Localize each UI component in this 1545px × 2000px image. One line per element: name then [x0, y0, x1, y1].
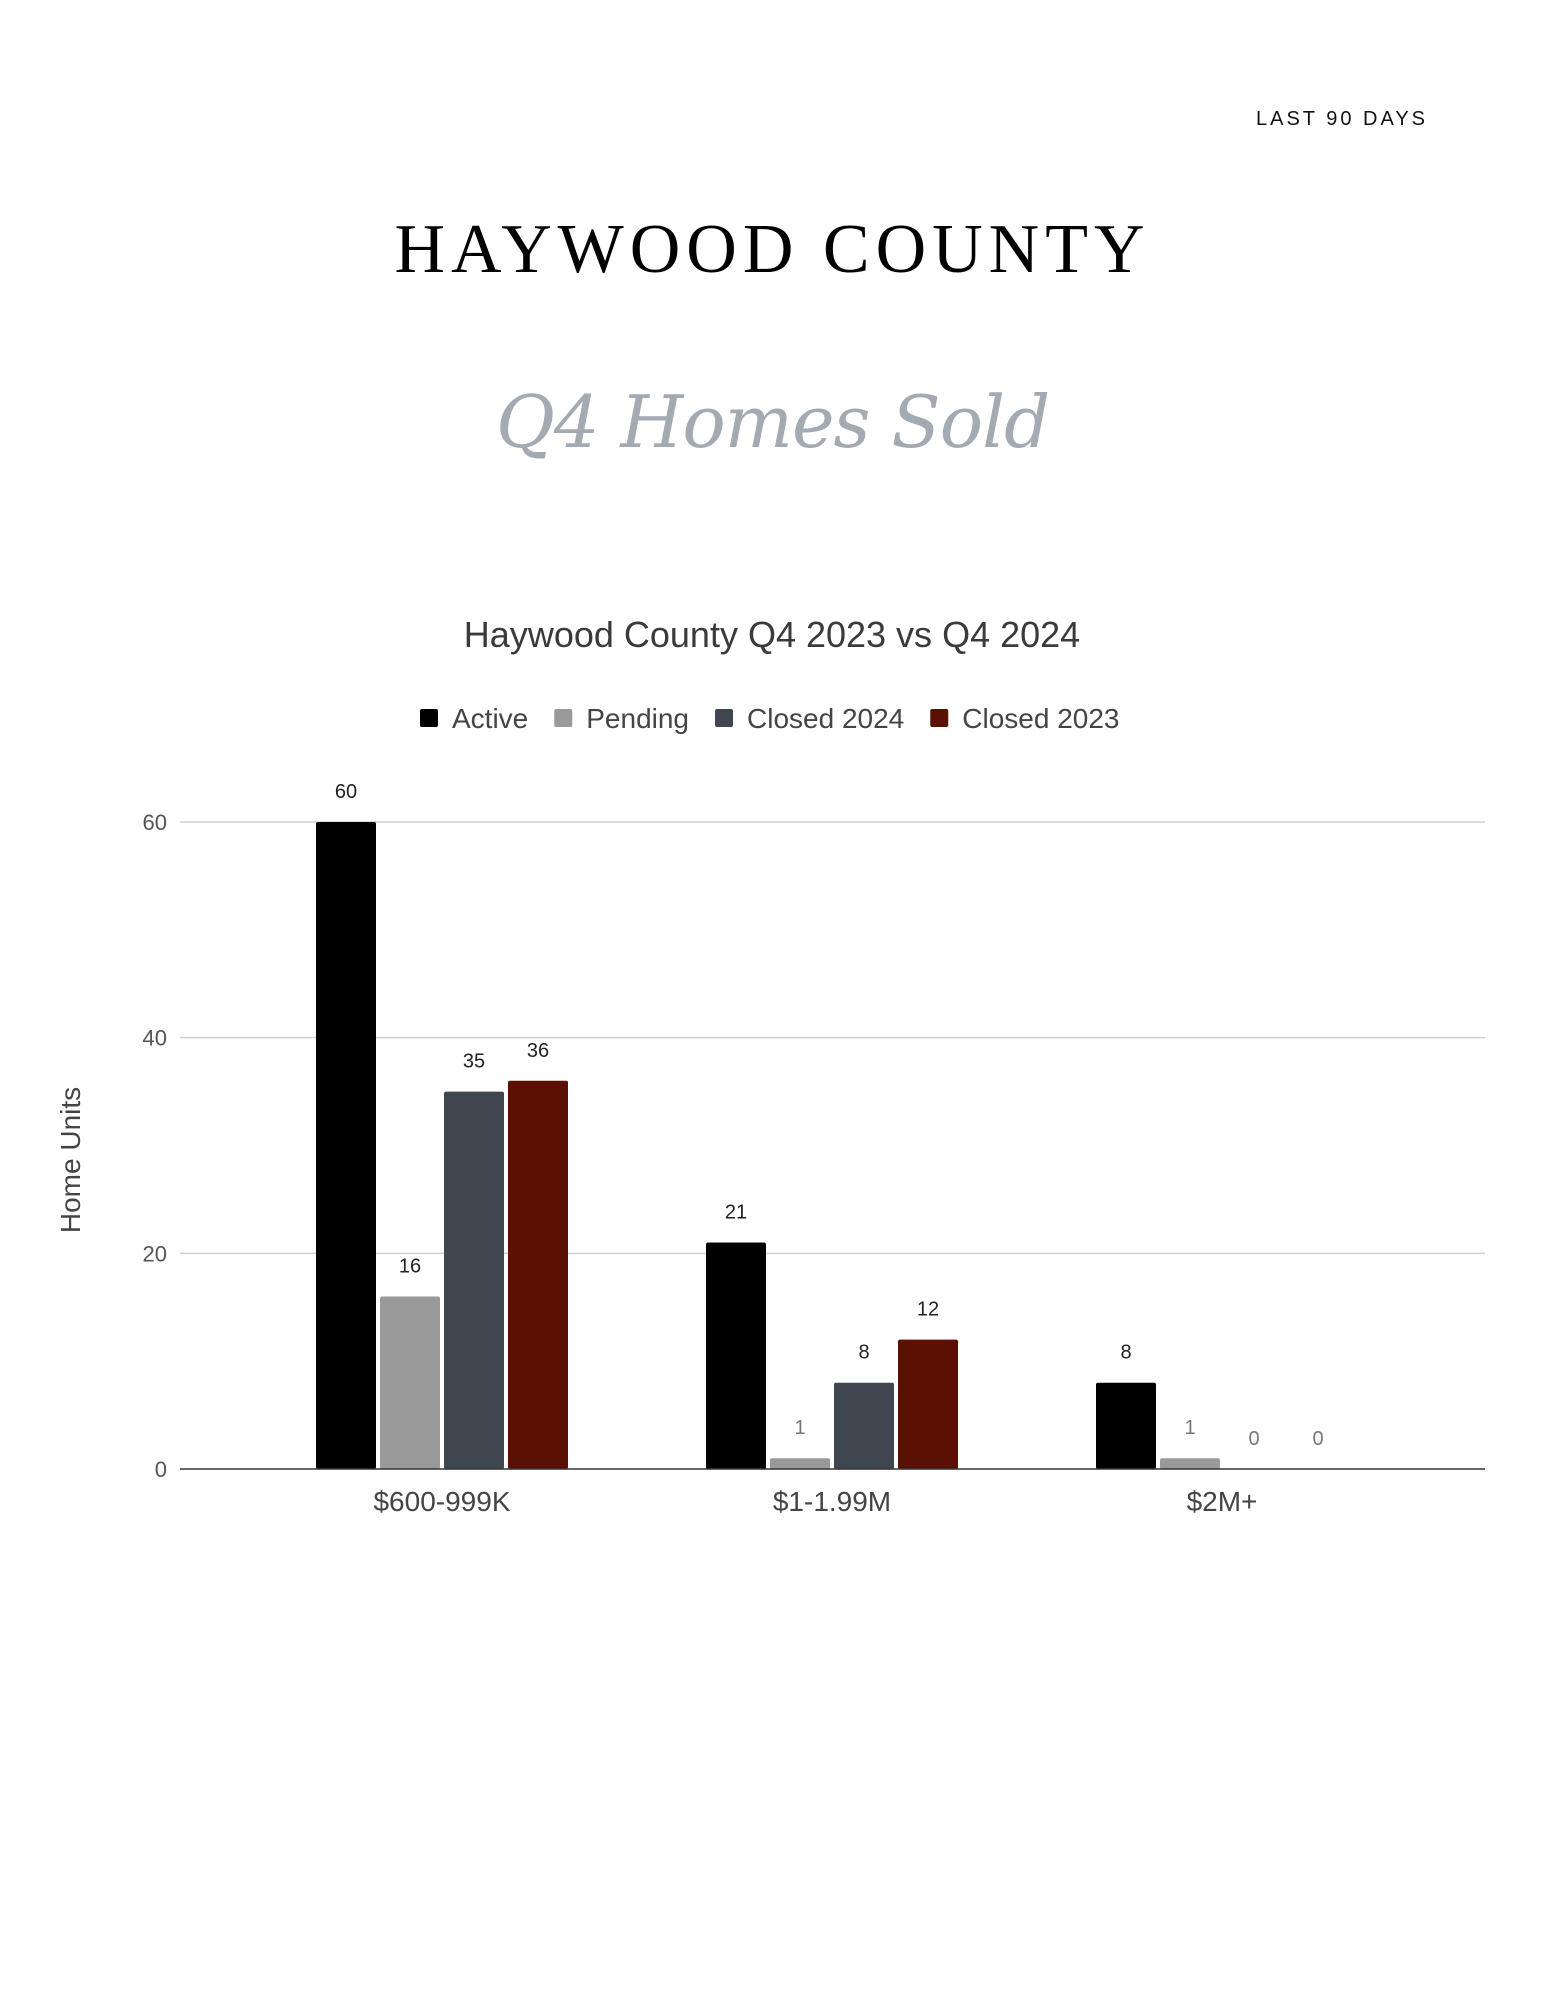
data-label: 21: [724, 1201, 748, 1224]
x-tick-label: $1-1.99M: [772, 1486, 892, 1517]
bar-active: [1096, 1383, 1156, 1469]
data-label: 35: [462, 1050, 486, 1073]
x-axis: [180, 1469, 1485, 1517]
data-label: 36: [526, 1039, 550, 1062]
legend-swatch: [554, 709, 572, 727]
y-axis-label: Home Units: [55, 1086, 86, 1234]
data-label: 8: [858, 1341, 870, 1364]
chart-bars: [316, 822, 1220, 1469]
bar-pending: [1160, 1458, 1220, 1469]
legend-swatch: [930, 709, 948, 727]
bar-closed-2024: [834, 1383, 894, 1469]
bar-pending: [770, 1458, 830, 1469]
chart-title: Haywood County Q4 2023 vs Q4 2024: [463, 614, 1081, 655]
data-label: 1: [794, 1417, 806, 1440]
legend-entry: Closed 2023: [962, 703, 1120, 734]
bar-closed-2024: [444, 1092, 504, 1469]
chart-legend: [420, 703, 1119, 734]
data-label: 12: [916, 1298, 940, 1321]
y-tick-label: 40: [142, 1025, 167, 1051]
x-tick-label: $600-999K: [373, 1486, 511, 1517]
legend-entry: Closed 2024: [747, 703, 905, 734]
county-title: HAYWOOD COUNTY: [394, 211, 1151, 288]
bar-pending: [380, 1296, 440, 1469]
bar-chart: [0, 600, 1545, 1560]
legend-entry: Pending: [586, 703, 690, 734]
x-tick-label: $2M+: [1186, 1486, 1258, 1517]
legend-swatch: [420, 709, 438, 727]
data-label: 0: [1312, 1428, 1324, 1450]
y-tick-label: 20: [142, 1241, 167, 1267]
data-label: 16: [398, 1255, 422, 1278]
data-label: 1: [1184, 1417, 1196, 1440]
bar-active: [706, 1243, 766, 1469]
y-tick-label: 0: [154, 1457, 167, 1482]
period-label: LAST 90 DAYS: [1256, 108, 1428, 130]
bar-closed-2023: [508, 1081, 568, 1469]
y-axis: [143, 810, 167, 1482]
section-title: Q4 Homes Sold: [495, 380, 1050, 464]
y-tick-label: 60: [142, 810, 167, 835]
data-label: 8: [1120, 1341, 1132, 1364]
data-label: 0: [1248, 1428, 1260, 1450]
legend-entry: Active: [452, 703, 529, 734]
legend-swatch: [715, 709, 733, 727]
bar-closed-2023: [898, 1340, 958, 1469]
data-label: 60: [334, 781, 358, 803]
bar-active: [316, 822, 376, 1469]
